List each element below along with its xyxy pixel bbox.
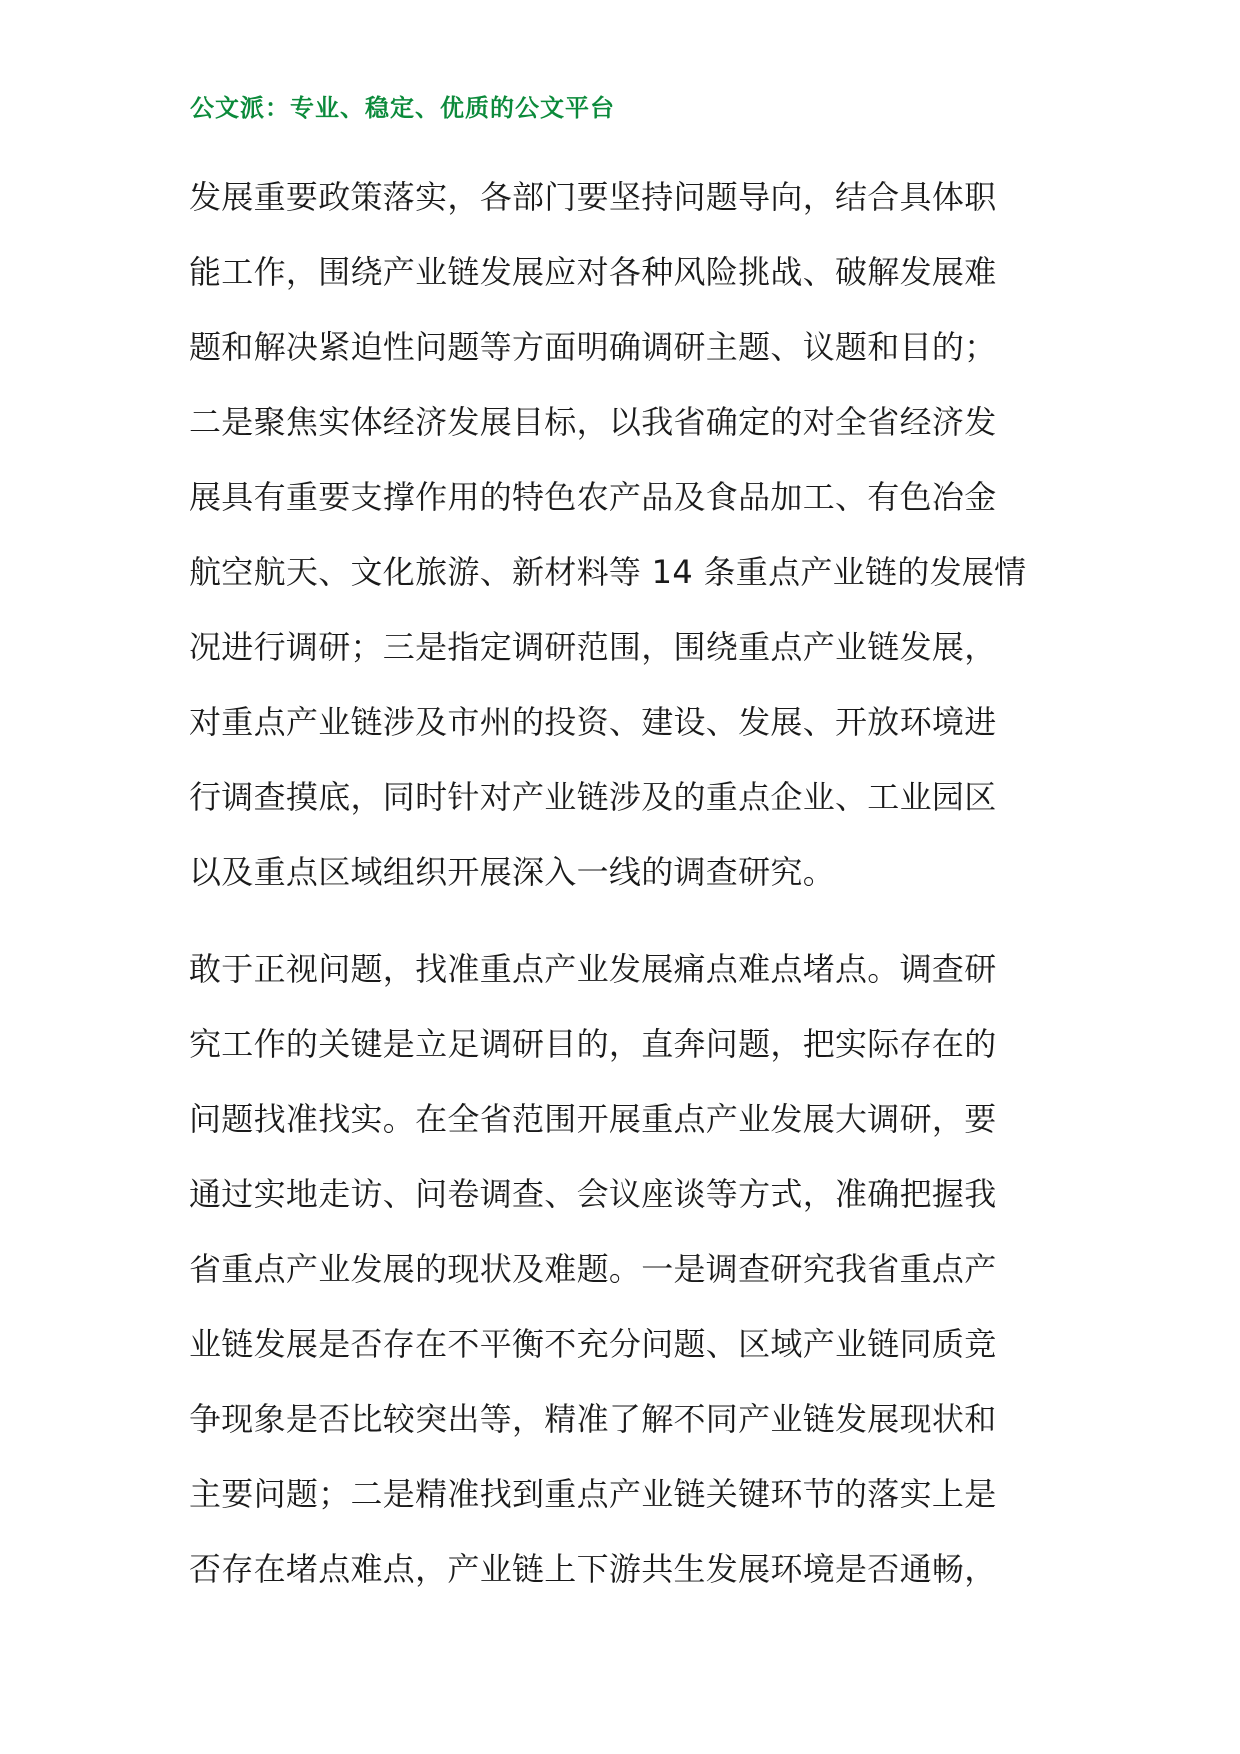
text-line: 主要问题；二是精准找到重点产业链关键环节的落实上是 bbox=[189, 1475, 997, 1513]
text-line: 展具有重要支撑作用的特色农产品及食品加工、有色冶金 bbox=[189, 478, 997, 516]
text-line: 敢于正视问题，找准重点产业发展痛点难点堵点。调查研 bbox=[189, 950, 997, 988]
text-line: 究工作的关键是立足调研目的，直奔问题，把实际存在的 bbox=[189, 1025, 997, 1063]
paragraph-2 bbox=[189, 932, 1069, 1607]
paragraph-1 bbox=[189, 160, 1069, 910]
text-line: 二是聚焦实体经济发展目标，以我省确定的对全省经济发 bbox=[189, 403, 997, 441]
text-line: 况进行调研；三是指定调研范围，围绕重点产业链发展， bbox=[189, 628, 997, 666]
text-line: 行调查摸底，同时针对产业链涉及的重点企业、工业园区 bbox=[189, 778, 997, 816]
text-line: 业链发展是否存在不平衡不充分问题、区域产业链同质竞 bbox=[189, 1325, 997, 1363]
text-line: 通过实地走访、问卷调查、会议座谈等方式，准确把握我 bbox=[189, 1175, 997, 1213]
text-line: 航空航天、文化旅游、新材料等 14 条重点产业链的发展情 bbox=[189, 553, 1027, 591]
text-line: 题和解决紧迫性问题等方面明确调研主题、议题和目的； bbox=[189, 328, 997, 366]
text-line: 发展重要政策落实，各部门要坚持问题导向，结合具体职 bbox=[189, 178, 997, 216]
text-line: 对重点产业链涉及市州的投资、建设、发展、开放环境进 bbox=[189, 703, 997, 741]
text-line: 争现象是否比较突出等，精准了解不同产业链发展现状和 bbox=[189, 1400, 997, 1438]
text-line: 以及重点区域组织开展深入一线的调查研究。 bbox=[189, 853, 836, 891]
text-line: 否存在堵点难点，产业链上下游共生发展环境是否通畅， bbox=[189, 1550, 997, 1588]
text-line: 能工作，围绕产业链发展应对各种风险挑战、破解发展难 bbox=[189, 253, 997, 291]
text-line: 省重点产业发展的现状及难题。一是调查研究我省重点产 bbox=[189, 1250, 997, 1288]
text-line: 问题找准找实。在全省范围开展重点产业发展大调研，要 bbox=[189, 1100, 997, 1138]
header-title: 公文派：专业、稳定、优质的公文平台 bbox=[190, 94, 615, 122]
